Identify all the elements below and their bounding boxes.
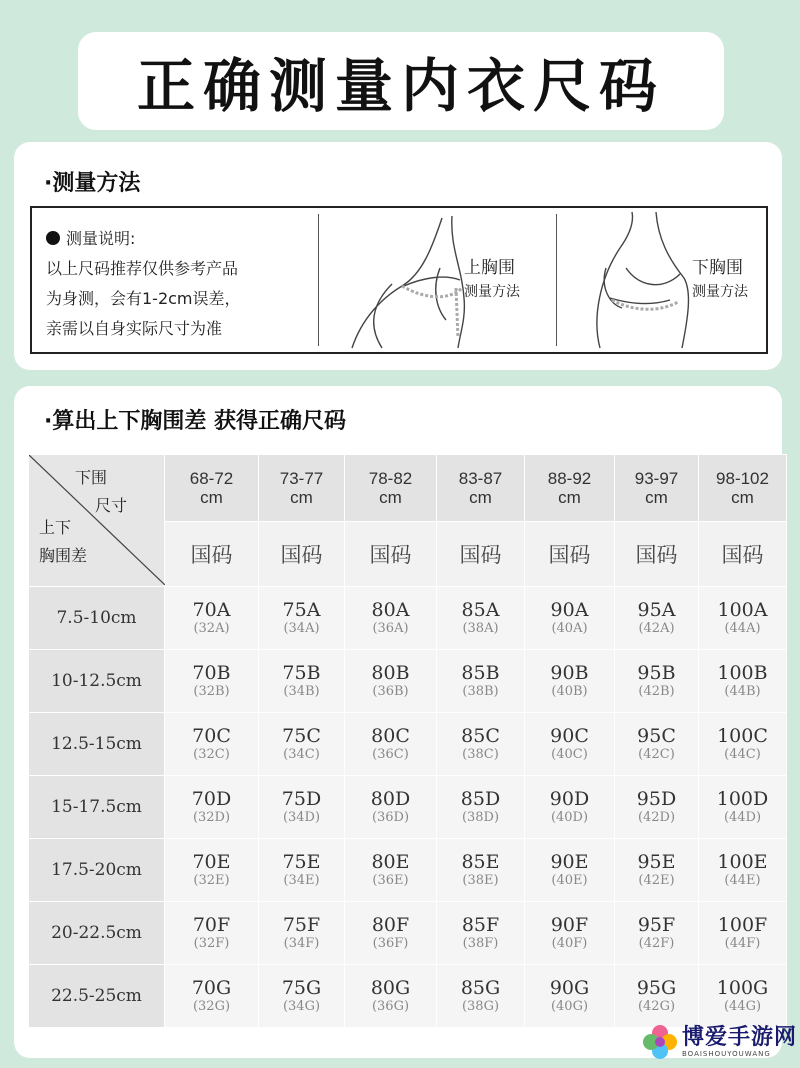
upper-bust-label: 上胸围 测量方法 bbox=[464, 258, 520, 300]
us-size: (38A) bbox=[462, 621, 499, 636]
cn-size: 95E bbox=[637, 851, 676, 873]
us-size: (34A) bbox=[283, 621, 320, 636]
cn-size: 90E bbox=[550, 851, 589, 873]
cn-size: 75F bbox=[282, 914, 321, 936]
us-size: (44C) bbox=[724, 747, 761, 762]
measure-note bbox=[46, 224, 241, 344]
us-size: (38G) bbox=[461, 999, 500, 1014]
size-cell bbox=[345, 965, 437, 1028]
table-card bbox=[14, 386, 782, 1058]
size-cell bbox=[699, 587, 787, 650]
cn-size: 75G bbox=[281, 977, 322, 999]
us-size: (34B) bbox=[283, 684, 320, 699]
column-header: 83-87 cm bbox=[437, 455, 525, 522]
cn-size: 80D bbox=[370, 788, 411, 810]
size-cell bbox=[699, 650, 787, 713]
us-size: (42C) bbox=[638, 747, 675, 762]
size-cell bbox=[165, 713, 259, 776]
cn-size: 70G bbox=[191, 977, 232, 999]
us-size: (32E) bbox=[193, 873, 230, 888]
size-cell bbox=[525, 650, 615, 713]
us-size: (34F) bbox=[283, 936, 320, 951]
note-line: 为身测，会有1-2cm误差， bbox=[46, 289, 241, 308]
row-label: 12.5-15cm bbox=[29, 713, 165, 776]
size-cell bbox=[437, 587, 525, 650]
size-cell bbox=[165, 839, 259, 902]
cn-size: 90F bbox=[550, 914, 589, 936]
cn-size: 95A bbox=[637, 599, 676, 621]
cn-size: 70B bbox=[192, 662, 231, 684]
size-cell bbox=[259, 965, 345, 1028]
page-title: 正确测量内衣尺码 bbox=[136, 52, 665, 120]
us-size: (38E) bbox=[462, 873, 499, 888]
size-cell bbox=[437, 776, 525, 839]
size-cell bbox=[437, 650, 525, 713]
size-cell bbox=[615, 713, 699, 776]
size-cell bbox=[165, 965, 259, 1028]
us-size: (40D) bbox=[550, 810, 589, 825]
us-size: (40E) bbox=[551, 873, 588, 888]
size-cell bbox=[525, 839, 615, 902]
cn-size: 95G bbox=[636, 977, 677, 999]
row-label: 15-17.5cm bbox=[29, 776, 165, 839]
title-card bbox=[78, 32, 724, 130]
row-label: 10-12.5cm bbox=[29, 650, 165, 713]
cn-size: 100F bbox=[717, 914, 768, 936]
method-card bbox=[14, 142, 782, 370]
flower-logo-icon bbox=[642, 1024, 678, 1060]
cn-size: 90C bbox=[550, 725, 589, 747]
cn-size: 100G bbox=[716, 977, 769, 999]
table-row bbox=[29, 587, 787, 650]
us-size: (34D) bbox=[282, 810, 321, 825]
cn-size: 85F bbox=[461, 914, 500, 936]
size-cell bbox=[525, 776, 615, 839]
table-row bbox=[29, 902, 787, 965]
column-subheader: 国码 bbox=[259, 522, 345, 587]
us-size: (36F) bbox=[372, 936, 409, 951]
cn-size: 85G bbox=[460, 977, 501, 999]
table-heading: ·算出上下胸围差 获得正确尺码 bbox=[44, 409, 347, 434]
cn-size: 100A bbox=[717, 599, 768, 621]
cn-size: 80A bbox=[371, 599, 410, 621]
column-header: 93-97 cm bbox=[615, 455, 699, 522]
row-label: 20-22.5cm bbox=[29, 902, 165, 965]
watermark-domain: BOAISHOUYOUWANG bbox=[682, 1050, 771, 1058]
size-cell bbox=[615, 902, 699, 965]
us-size: (44E) bbox=[724, 873, 761, 888]
cn-size: 80F bbox=[371, 914, 410, 936]
row-label: 22.5-25cm bbox=[29, 965, 165, 1028]
us-size: (36B) bbox=[372, 684, 409, 699]
method-heading: ·测量方法 bbox=[44, 171, 141, 196]
us-size: (40C) bbox=[551, 747, 588, 762]
us-size: (42E) bbox=[638, 873, 675, 888]
size-cell bbox=[259, 650, 345, 713]
size-cell bbox=[165, 902, 259, 965]
us-size: (32F) bbox=[193, 936, 230, 951]
cn-size: 95C bbox=[637, 725, 676, 747]
table-row bbox=[29, 713, 787, 776]
cn-size: 95B bbox=[637, 662, 676, 684]
cn-size: 75A bbox=[282, 599, 321, 621]
size-cell bbox=[615, 650, 699, 713]
us-size: (42D) bbox=[637, 810, 676, 825]
size-cell bbox=[345, 650, 437, 713]
us-size: (36C) bbox=[372, 747, 409, 762]
size-cell bbox=[345, 839, 437, 902]
us-size: (34G) bbox=[282, 999, 321, 1014]
cn-size: 75E bbox=[282, 851, 321, 873]
size-cell bbox=[165, 650, 259, 713]
us-size: (36E) bbox=[372, 873, 409, 888]
size-table bbox=[28, 454, 787, 1028]
table-row bbox=[29, 839, 787, 902]
cn-size: 70D bbox=[191, 788, 232, 810]
us-size: (44B) bbox=[724, 684, 761, 699]
us-size: (40B) bbox=[551, 684, 588, 699]
cn-size: 90B bbox=[550, 662, 589, 684]
size-cell bbox=[699, 965, 787, 1028]
cn-size: 100B bbox=[717, 662, 768, 684]
us-size: (44D) bbox=[723, 810, 762, 825]
size-cell bbox=[525, 965, 615, 1028]
us-size: (40G) bbox=[550, 999, 589, 1014]
us-size: (38F) bbox=[462, 936, 499, 951]
us-size: (36A) bbox=[372, 621, 409, 636]
us-size: (40A) bbox=[551, 621, 588, 636]
us-size: (44A) bbox=[724, 621, 761, 636]
cn-size: 100D bbox=[716, 788, 769, 810]
table-row bbox=[29, 965, 787, 1028]
table-corner: 下围 尺寸 上下 胸围差 bbox=[29, 455, 165, 587]
cn-size: 70F bbox=[192, 914, 231, 936]
us-size: (32A) bbox=[193, 621, 230, 636]
cn-size: 85E bbox=[461, 851, 500, 873]
size-cell bbox=[437, 713, 525, 776]
size-cell bbox=[525, 902, 615, 965]
size-cell bbox=[259, 902, 345, 965]
divider bbox=[318, 214, 319, 346]
us-size: (38B) bbox=[462, 684, 499, 699]
cn-size: 80G bbox=[370, 977, 411, 999]
cn-size: 85A bbox=[461, 599, 500, 621]
us-size: (36G) bbox=[371, 999, 410, 1014]
size-cell bbox=[259, 776, 345, 839]
table-row bbox=[29, 650, 787, 713]
column-header: 88-92 cm bbox=[525, 455, 615, 522]
cn-size: 75D bbox=[281, 788, 322, 810]
cn-size: 100E bbox=[717, 851, 768, 873]
size-cell bbox=[525, 713, 615, 776]
us-size: (40F) bbox=[551, 936, 588, 951]
lower-bust-label: 下胸围 测量方法 bbox=[692, 258, 748, 300]
us-size: (34E) bbox=[283, 873, 320, 888]
size-cell bbox=[259, 839, 345, 902]
us-size: (42B) bbox=[638, 684, 675, 699]
size-cell bbox=[699, 713, 787, 776]
us-size: (36D) bbox=[371, 810, 410, 825]
divider bbox=[556, 214, 557, 346]
size-cell bbox=[615, 839, 699, 902]
cn-size: 90D bbox=[549, 788, 590, 810]
row-label: 7.5-10cm bbox=[29, 587, 165, 650]
size-cell bbox=[437, 902, 525, 965]
us-size: (42A) bbox=[638, 621, 675, 636]
column-subheader: 国码 bbox=[437, 522, 525, 587]
us-size: (34C) bbox=[283, 747, 320, 762]
column-header: 73-77 cm bbox=[259, 455, 345, 522]
note-title: 测量说明: bbox=[66, 229, 136, 248]
size-cell bbox=[259, 587, 345, 650]
cn-size: 85D bbox=[460, 788, 501, 810]
row-label: 17.5-20cm bbox=[29, 839, 165, 902]
size-cell bbox=[615, 776, 699, 839]
size-cell bbox=[165, 587, 259, 650]
cn-size: 70E bbox=[192, 851, 231, 873]
us-size: (38D) bbox=[461, 810, 500, 825]
note-line: 亲需以自身实际尺寸为准 bbox=[46, 319, 223, 338]
cn-size: 70A bbox=[192, 599, 231, 621]
size-cell bbox=[345, 713, 437, 776]
us-size: (32C) bbox=[193, 747, 230, 762]
column-subheader: 国码 bbox=[525, 522, 615, 587]
cn-size: 85C bbox=[461, 725, 500, 747]
watermark-name: 博爱手游网 bbox=[682, 1025, 798, 1050]
column-subheader: 国码 bbox=[165, 522, 259, 587]
cn-size: 90A bbox=[550, 599, 589, 621]
note-line: 以上尺码推荐仅供参考产品 bbox=[46, 259, 239, 278]
us-size: (32B) bbox=[193, 684, 230, 699]
us-size: (42G) bbox=[637, 999, 676, 1014]
us-size: (42F) bbox=[638, 936, 675, 951]
size-cell bbox=[345, 587, 437, 650]
size-cell bbox=[615, 965, 699, 1028]
size-cell bbox=[165, 776, 259, 839]
size-cell bbox=[259, 713, 345, 776]
watermark-logo bbox=[642, 1024, 797, 1060]
size-cell bbox=[525, 587, 615, 650]
column-subheader: 国码 bbox=[699, 522, 787, 587]
us-size: (38C) bbox=[462, 747, 499, 762]
us-size: (32G) bbox=[192, 999, 231, 1014]
cn-size: 80C bbox=[371, 725, 410, 747]
us-size: (44G) bbox=[723, 999, 762, 1014]
cn-size: 90G bbox=[549, 977, 590, 999]
bullet-icon bbox=[46, 231, 60, 245]
cn-size: 75C bbox=[282, 725, 321, 747]
cn-size: 80B bbox=[371, 662, 410, 684]
cn-size: 95F bbox=[637, 914, 676, 936]
cn-size: 100C bbox=[717, 725, 768, 747]
size-cell bbox=[437, 965, 525, 1028]
column-subheader: 国码 bbox=[615, 522, 699, 587]
size-cell bbox=[699, 902, 787, 965]
size-cell bbox=[615, 587, 699, 650]
size-cell bbox=[345, 776, 437, 839]
column-subheader: 国码 bbox=[345, 522, 437, 587]
table-row bbox=[29, 776, 787, 839]
column-header: 98-102 cm bbox=[699, 455, 787, 522]
cn-size: 80E bbox=[371, 851, 410, 873]
method-box bbox=[30, 206, 768, 354]
column-header: 78-82 cm bbox=[345, 455, 437, 522]
size-cell bbox=[437, 839, 525, 902]
cn-size: 95D bbox=[636, 788, 677, 810]
cn-size: 75B bbox=[282, 662, 321, 684]
us-size: (44F) bbox=[724, 936, 761, 951]
size-cell bbox=[345, 902, 437, 965]
us-size: (32D) bbox=[192, 810, 231, 825]
size-cell bbox=[699, 776, 787, 839]
cn-size: 70C bbox=[192, 725, 231, 747]
size-cell bbox=[699, 839, 787, 902]
column-header: 68-72 cm bbox=[165, 455, 259, 522]
cn-size: 85B bbox=[461, 662, 500, 684]
